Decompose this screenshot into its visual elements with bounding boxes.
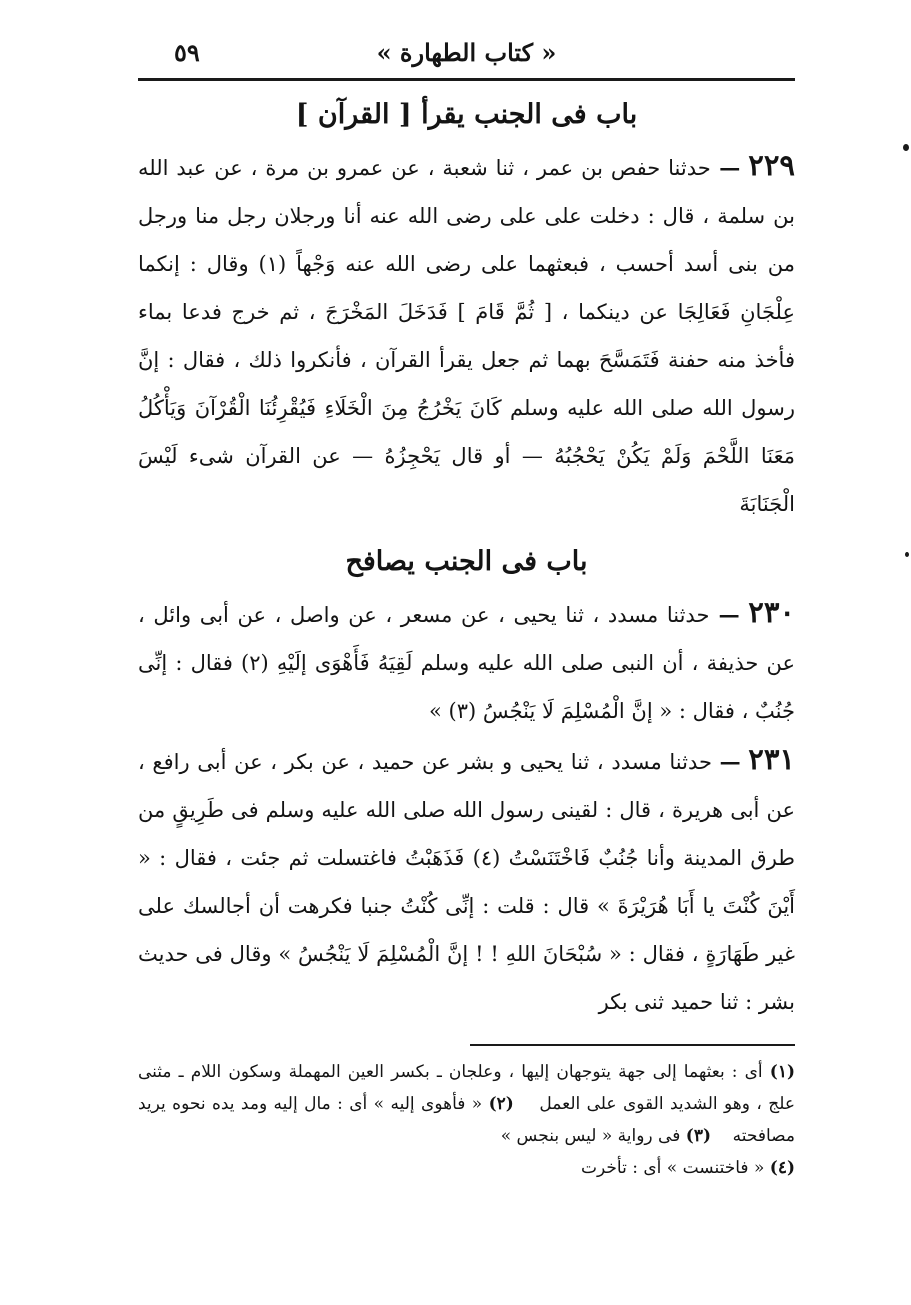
running-head: [138, 30, 795, 81]
book-page: [138, 30, 795, 1290]
footnote-marker: (٣): [685, 1126, 711, 1146]
chapter-section: [138, 542, 795, 1026]
scan-edge-mark: [905, 552, 909, 557]
footnote-marker: (٢): [488, 1094, 514, 1114]
chapter-heading: باب فى الجنب يقرأ [ القرآن ]: [295, 99, 638, 130]
footnote-line: [138, 1056, 795, 1152]
footnote-marker: (٤): [769, 1158, 795, 1178]
footnote-text: أى : بعثهما إلى جهة يتوجهان إليها ، وعلجان ـ بكسر العين المهملة وسكون اللام ـ مثنى علج ، وهو الشديد القوى على العمل: [138, 1062, 795, 1114]
footnote-text: فى رواية « ليس بنجس »: [500, 1126, 681, 1146]
number-dash: —: [710, 155, 741, 180]
footnote-text: « فاختنست » أى : تأخرت: [581, 1158, 765, 1178]
hadith-text: حدثنا مسدد ، ثنا يحيى و بشر عن حميد ، عن بكر ، عن أبى رافع ، عن أبى هريرة ، قال : لقينى رسول الله صلى الله عليه وسلم فى طَرِيقٍ من طرق المدينة وأنا جُنُبٌ فَاخْتَنَسْتُ (٤) فَذَهَبْتُ فاغتسلت ثم جئت ، فقال : « أَيْنَ كُنْتَ يا أَبَا هُرَيْرَةَ » قال : قلت : إنِّى كُنْتُ جنبا فكرهت أن أجالسك على غير طَهَارَةٍ ، فقال : « سُبْحَانَ اللهِ ! ! إنَّ الْمُسْلِمَ لَا يَنْجُسُ » وقال فى حديث بشر : ثنا حميد ثنى بكر: [138, 750, 795, 1014]
running-title: « كتاب الطهارة »: [376, 38, 557, 67]
footnote-marker: (١): [769, 1062, 796, 1082]
hadith-entry: [138, 588, 795, 735]
footnote-line: [138, 1152, 795, 1184]
chapter-heading: باب فى الجنب يصافح: [345, 546, 588, 577]
footnotes: [138, 1056, 795, 1184]
number-dash: —: [709, 602, 740, 627]
hadith-text: حدثنا حفص بن عمر ، ثنا شعبة ، عن عمرو بن مرة ، عن عبد الله بن سلمة ، قال : دخلت على على رضى الله عنه أنا ورجلان رجل منا ورجل من بنى أسد أحسب ، فبعثهما على رضى الله عنه وَجْهاً (١) وقال : إنكما عِلْجَانِ فَعَالِجَا عن دينكما ، [ ثُمَّ قَامَ ] فَدَخَلَ المَخْرَجَ ، ثم خرج فدعا بماء فأخذ منه حفنة فَتَمَسَّحَ بهما ثم جعل يقرأ القرآن ، فأنكروا ذلك ، فقال : إنَّ رسول الله صلى الله عليه وسلم كَانَ يَخْرُجُ مِنَ الْخَلَاءِ فَيُقْرِئُنَا الْقُرْآنَ وَيَأْكُلُ مَعَنَا اللَّحْمَ وَلَمْ يَكُنْ يَحْجُبُهُ — أو قال يَحْجِزُهُ — عن القرآن شىء لَيْسَ الْجَنَابَةَ: [138, 156, 795, 516]
hadith-number: ٢٢٩: [748, 148, 795, 182]
hadith-number: ٢٣٠: [748, 595, 795, 629]
hadith-entry: [138, 735, 795, 1026]
footnote-divider: [470, 1044, 795, 1046]
page-number: ٥٩: [174, 38, 200, 67]
footnote-text: « فأهوى إليه » أى : مال إليه ومد يده نحوه يريد مصافحته: [138, 1094, 795, 1146]
hadith-number: ٢٣١: [748, 742, 795, 776]
scan-edge-mark: [903, 144, 909, 151]
hadith-entry: [138, 141, 795, 528]
chapter-section: [138, 95, 795, 528]
hadith-text: حدثنا مسدد ، ثنا يحيى ، عن مسعر ، عن واصل ، عن أبى وائل ، عن حذيفة ، أن النبى صلى الله عليه وسلم لَقِيَهُ فَأَهْوَى إلَيْهِ (٢) فقال : إنِّى جُنُبٌ ، فقال : « إنَّ الْمُسْلِمَ لَا يَنْجُسُ (٣) »: [138, 603, 795, 723]
number-dash: —: [719, 749, 741, 774]
